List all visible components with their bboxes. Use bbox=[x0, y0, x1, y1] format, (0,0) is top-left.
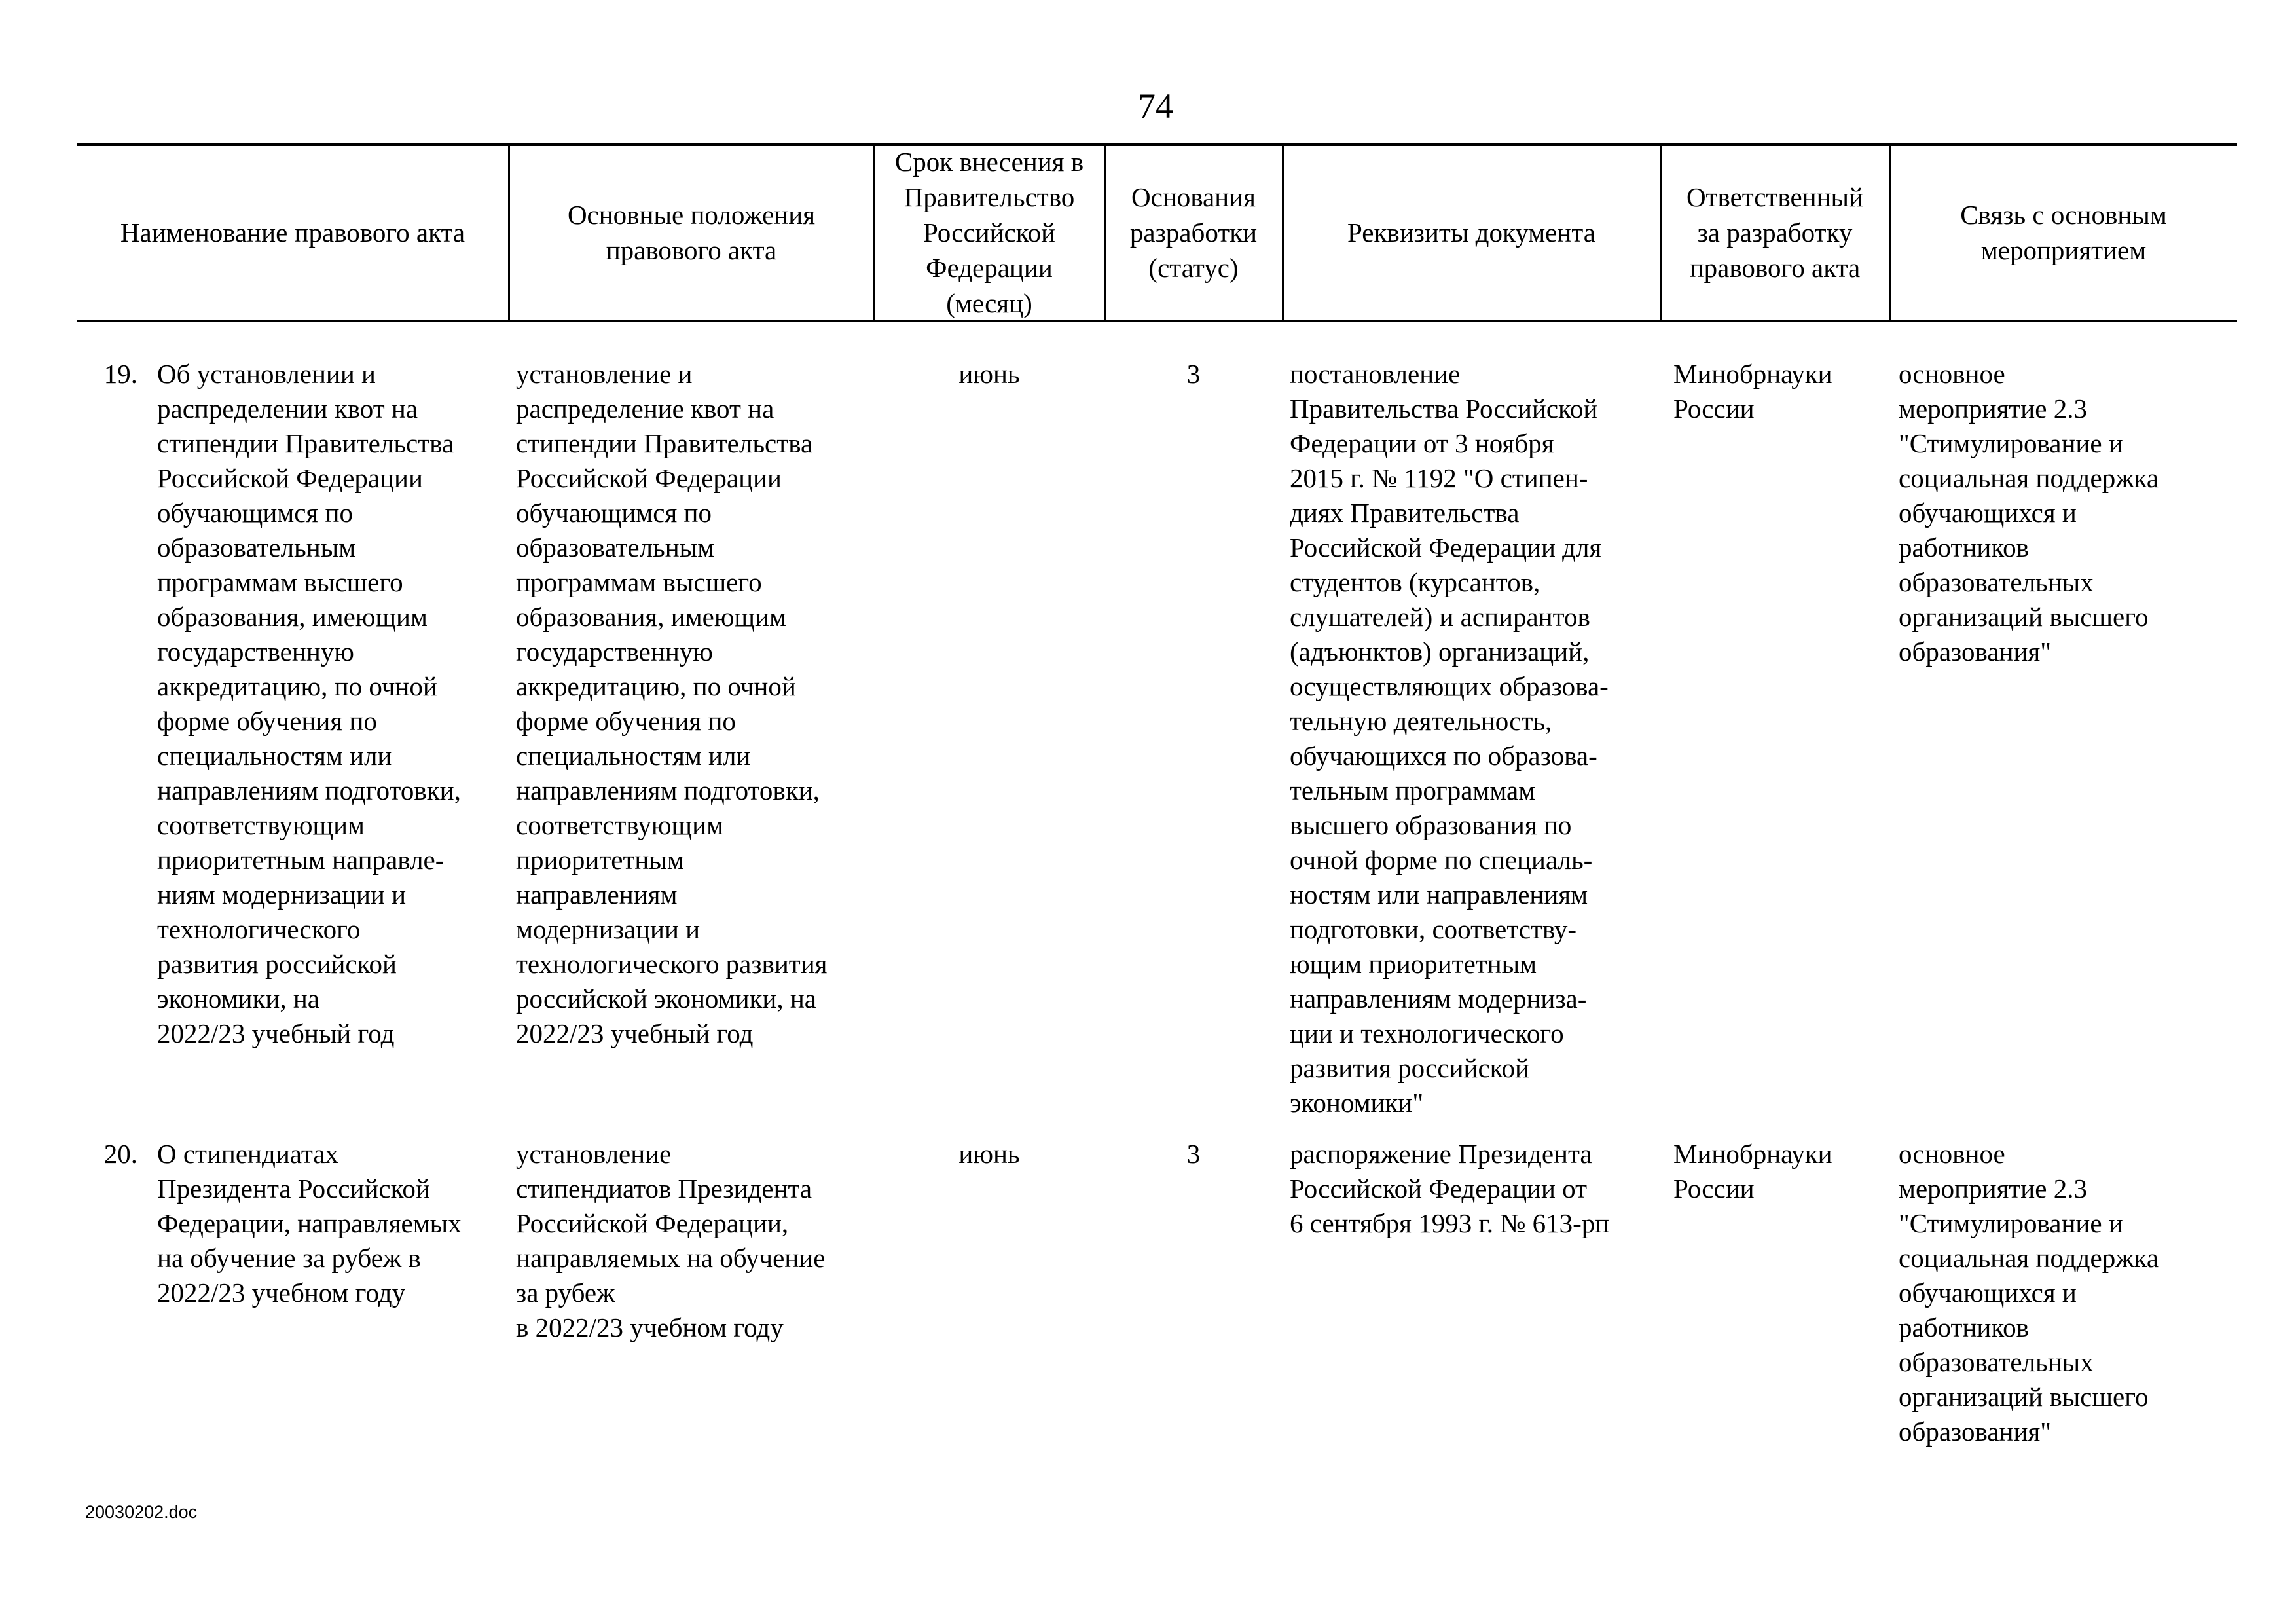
column-divider bbox=[1104, 145, 1106, 321]
main-provisions: установление стипендиатов Президента Российской Федерации, направляемых на обучение за рубеж в 2022/23 учебном году bbox=[516, 1139, 826, 1342]
footer-filename: 20030202.doc bbox=[85, 1502, 198, 1522]
column-divider bbox=[1660, 145, 1662, 321]
page-number: 74 bbox=[1138, 86, 1173, 126]
table-header-bottom-rule bbox=[77, 320, 2237, 322]
column-divider bbox=[1889, 145, 1891, 321]
development-basis: 3 bbox=[1186, 359, 1201, 389]
deadline-month: июнь bbox=[958, 1139, 1020, 1169]
act-name: Об установлении и распределении квот на стипендии Правительства Российской Федерации обучающимся по образовательным программам высшего образования, имеющим государственную аккредитацию, по очной форме обучения по специальностям или направлениям подготовки, соответствующим приоритетным направле- ниям модернизации и технологического развития российской экономики, на 2022/23 учебный год bbox=[157, 359, 461, 1048]
act-name: О стипендиатах Президента Российской Федерации, направляемых на обучение за рубеж в 2022/23 учебном году bbox=[157, 1139, 462, 1308]
development-basis: 3 bbox=[1186, 1139, 1201, 1169]
header-basis: Основания разработки (статус) bbox=[1129, 181, 1258, 283]
deadline-month: июнь bbox=[958, 359, 1020, 389]
document-requisites: распоряжение Президента Российской Федерации от 6 сентября 1993 г. № 613-рп bbox=[1290, 1139, 1610, 1238]
column-divider bbox=[1282, 145, 1284, 321]
header-main-provisions: Основные положения правового акта bbox=[567, 199, 816, 265]
column-divider bbox=[508, 145, 510, 321]
column-divider bbox=[873, 145, 875, 321]
main-activity-link: основное мероприятие 2.3 "Стимулирование и социальная поддержка обучающихся и работников образовательных организаций высшего образования" bbox=[1899, 359, 2159, 667]
header-requisites: Реквизиты документа bbox=[1347, 217, 1595, 248]
header-responsible: Ответственный за разработку правового акта bbox=[1686, 181, 1864, 283]
main-provisions: установление и распределение квот на стипендии Правительства Российской Федерации обучающимся по образовательным программам высшего образования, имеющим государственную аккредитацию, по очной форме обучения по специальностям или направлениям подготовки, соответствующим приоритетным направлениям модернизации и технологического развития российской экономики, на 2022/23 учебный год bbox=[516, 359, 828, 1048]
row-number: 20. bbox=[103, 1139, 137, 1169]
header-deadline: Срок внесения в Правительство Российской Федерации (месяц) bbox=[894, 146, 1084, 318]
responsible-body: Минобрнауки России bbox=[1673, 1139, 1832, 1204]
row-number: 19. bbox=[103, 359, 137, 389]
main-activity-link: основное мероприятие 2.3 "Стимулирование и социальная поддержка обучающихся и работников образовательных организаций высшего образования" bbox=[1899, 1139, 2159, 1447]
responsible-body: Минобрнауки России bbox=[1673, 359, 1832, 424]
header-main-activity-link: Связь с основным мероприятием bbox=[1960, 199, 2167, 265]
header-act-name: Наименование правового акта bbox=[120, 217, 465, 248]
document-requisites: постановление Правительства Российской Федерации от 3 ноября 2015 г. № 1192 "О стипен- диях Правительства Российской Федерации для студентов (курсантов, слушателей) и аспирантов (адъюнктов) организаций, осуществляющих образова- тельную деятельность, обучающихся по образова- тельным программам высшего образования по очной форме по специаль- ностям или направлениям подготовки, соответству- ющим приоритетным направлениям модерниза- ции и технологического развития российской экономики" bbox=[1290, 359, 1609, 1118]
